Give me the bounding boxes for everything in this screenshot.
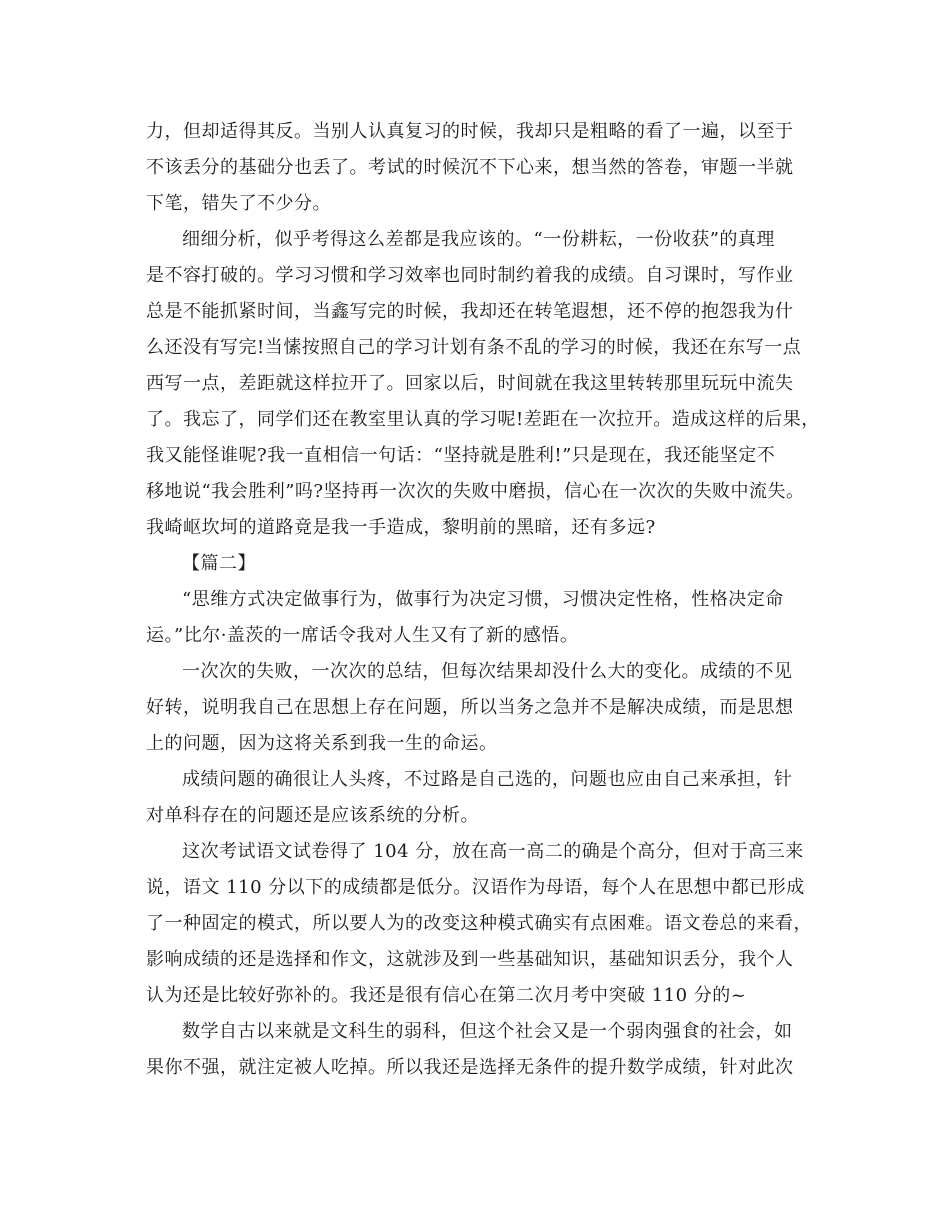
- text-line: 果你不强，就注定被人吃掉。所以我还是选择无条件的提升数学成绩，针对此次: [146, 1057, 794, 1078]
- text-line: 运。”比尔·盖茨的一席话令我对人生又有了新的感悟。: [146, 625, 579, 646]
- section-heading: 【篇二】: [182, 553, 256, 574]
- text-line: 成绩问题的确很让人头疼，不过路是自己选的，问题也应由自己来承担，针: [182, 769, 793, 790]
- text-line: 这次考试语文试卷得了 104 分，放在高一高二的确是个高分，但对于高三来: [182, 841, 804, 862]
- text-line: 力，但却适得其反。当别人认真复习的时候，我却只是粗略的看了一遍，以至于: [146, 121, 794, 142]
- text-line: 是不容打破的。学习习惯和学习效率也同时制约着我的成绩。自习课时，写作业: [146, 265, 794, 286]
- text-line: 细细分析，似乎考得这么差都是我应该的。“一份耕耘，一份收获”的真理: [182, 229, 775, 250]
- text-line: 数学自古以来就是文科生的弱科，但这个社会又是一个弱肉强食的社会，如: [182, 1021, 793, 1042]
- text-line: 对单科存在的问题还是应该系统的分析。: [146, 805, 479, 826]
- text-line: 了。我忘了，同学们还在教室里认真的学习呢!差距在一次拉开。造成这样的后果，: [146, 409, 820, 430]
- text-line: 了一种固定的模式，所以要人为的改变这种模式确实有点困难。语文卷总的来看，: [146, 913, 812, 934]
- text-line: 移地说“我会胜利”吗?坚持再一次次的失败中磨损，信心在一次次的失败中流失。: [146, 481, 805, 502]
- text-line: 我又能怪谁呢?我一直相信一句话：“坚持就是胜利!”只是现在，我还能坚定不: [146, 445, 776, 466]
- text-line: 西写一点，差距就这样拉开了。回家以后，时间就在我这里转转那里玩玩中流失: [146, 373, 794, 394]
- text-line: 一次次的失败，一次次的总结，但每次结果却没什么大的变化。成绩的不见: [182, 661, 793, 682]
- text-line: 认为还是比较好弥补的。我还是很有信心在第二次月考中突破 110 分的~: [146, 985, 747, 1006]
- text-line: 说，语文 110 分以下的成绩都是低分。汉语作为母语，每个人在思想中都已形成: [146, 877, 805, 898]
- text-line: 下笔，错失了不少分。: [146, 193, 331, 214]
- text-line: 我崎岖坎坷的道路竟是我一手造成，黎明前的黑暗，还有多远?: [146, 517, 656, 538]
- text-line: “思维方式决定做事行为，做事行为决定习惯，习惯决定性格，性格决定命: [182, 589, 784, 610]
- text-line: 总是不能抓紧时间，当鑫写完的时候，我却还在转笔遐想，还不停的抱怨我为什: [146, 301, 794, 322]
- text-line: 不该丢分的基础分也丢了。考试的时候沉不下心来，想当然的答卷，审题一半就: [146, 157, 794, 178]
- text-line: 好转，说明我自己在思想上存在问题，所以当务之急并不是解决成绩，而是思想: [146, 697, 794, 718]
- text-line: 上的问题，因为这将关系到我一生的命运。: [146, 733, 498, 754]
- text-line: 影响成绩的还是选择和作文，这就涉及到一些基础知识，基础知识丢分，我个人: [146, 949, 794, 970]
- text-line: 么还没有写完!当愫按照自己的学习计划有条不乱的学习的时候，我还在东写一点: [146, 337, 802, 358]
